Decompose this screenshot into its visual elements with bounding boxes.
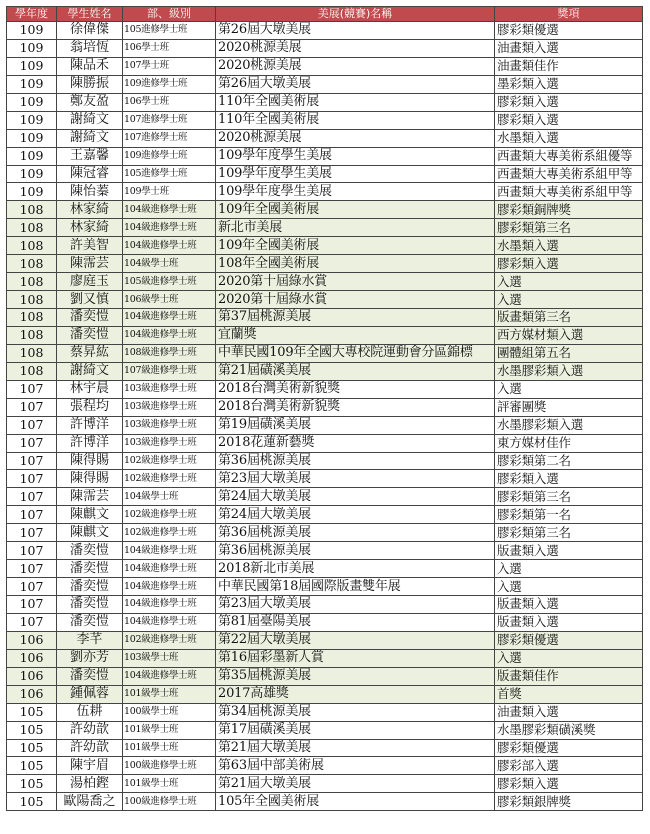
- cell-student-name: 伍耕: [57, 703, 123, 721]
- cell-award: 膠彩類入選: [495, 470, 643, 488]
- cell-exhibition-name: 2018新北市美展: [216, 560, 495, 578]
- cell-department-level: 108級進修學士班: [123, 344, 216, 362]
- cell-year: 108: [7, 273, 57, 291]
- cell-award: 西方媒材類入選: [495, 326, 643, 344]
- cell-department-level: 107級進修學士班: [123, 362, 216, 380]
- cell-department-level: 105進修學士班: [123, 22, 216, 40]
- cell-award: 膠彩部入選: [495, 757, 643, 775]
- cell-department-level: 107進修學士班: [123, 111, 216, 129]
- cell-year: 105: [7, 775, 57, 793]
- cell-student-name: 林家綺: [57, 201, 123, 219]
- cell-department-level: 104級進修學士班: [123, 237, 216, 255]
- cell-department-level: 100級進修學士班: [123, 793, 216, 811]
- cell-student-name: 林宇晨: [57, 380, 123, 398]
- cell-award: 入選: [495, 380, 643, 398]
- cell-student-name: 鍾佩蓉: [57, 685, 123, 703]
- cell-year: 108: [7, 255, 57, 273]
- cell-exhibition-name: 108年全國美術展: [216, 255, 495, 273]
- cell-student-name: 潘奕愷: [57, 560, 123, 578]
- cell-department-level: 104級進修學士班: [123, 201, 216, 219]
- cell-award: 團體組第五名: [495, 344, 643, 362]
- table-row: [7, 57, 643, 75]
- cell-student-name: 鄭友盈: [57, 93, 123, 111]
- cell-department-level: 101級學士班: [123, 685, 216, 703]
- table-row: [7, 596, 643, 614]
- table-row: [7, 111, 643, 129]
- cell-department-level: 104級進修學士班: [123, 578, 216, 596]
- cell-department-level: 102級進修學士班: [123, 470, 216, 488]
- cell-department-level: 104級學士班: [123, 488, 216, 506]
- cell-exhibition-name: 第24屆大墩美展: [216, 506, 495, 524]
- cell-student-name: 潘奕愷: [57, 309, 123, 327]
- cell-exhibition-name: 2020桃源美展: [216, 129, 495, 147]
- cell-exhibition-name: 第22屆大墩美展: [216, 631, 495, 649]
- cell-year: 107: [7, 506, 57, 524]
- cell-student-name: 張程均: [57, 398, 123, 416]
- cell-exhibition-name: 第35屆桃源美展: [216, 667, 495, 685]
- cell-year: 108: [7, 201, 57, 219]
- cell-award: 版畫類入選: [495, 596, 643, 614]
- cell-year: 108: [7, 344, 57, 362]
- table-row: [7, 201, 643, 219]
- cell-department-level: 109進修學士班: [123, 75, 216, 93]
- cell-award: 版畫類第三名: [495, 309, 643, 327]
- cell-year: 107: [7, 416, 57, 434]
- table-row: [7, 219, 643, 237]
- table-row: [7, 524, 643, 542]
- table-row: [7, 183, 643, 201]
- cell-department-level: 100級進修學士班: [123, 757, 216, 775]
- table-row: [7, 631, 643, 649]
- cell-student-name: 許美智: [57, 237, 123, 255]
- cell-department-level: 102級進修學士班: [123, 524, 216, 542]
- cell-student-name: 林家綺: [57, 219, 123, 237]
- header-year: 學年度: [7, 7, 57, 22]
- table-row: [7, 129, 643, 147]
- cell-student-name: 潘奕愷: [57, 613, 123, 631]
- table-row: [7, 326, 643, 344]
- cell-award: 油畫類入選: [495, 703, 643, 721]
- table-row: [7, 721, 643, 739]
- table-row: [7, 506, 643, 524]
- table-row: [7, 452, 643, 470]
- cell-award: 膠彩類優選: [495, 739, 643, 757]
- cell-exhibition-name: 2020第十屆綠水賞: [216, 291, 495, 309]
- cell-exhibition-name: 2020桃源美展: [216, 39, 495, 57]
- cell-department-level: 109學士班: [123, 183, 216, 201]
- table-row: [7, 93, 643, 111]
- cell-award: 墨彩類入選: [495, 75, 643, 93]
- table-row: [7, 470, 643, 488]
- table-row: [7, 416, 643, 434]
- cell-year: 106: [7, 685, 57, 703]
- cell-year: 106: [7, 667, 57, 685]
- cell-year: 108: [7, 362, 57, 380]
- cell-student-name: 謝綺文: [57, 111, 123, 129]
- cell-student-name: 許幼歆: [57, 739, 123, 757]
- cell-student-name: 潘奕愷: [57, 667, 123, 685]
- cell-year: 105: [7, 703, 57, 721]
- header-student-name: 學生姓名: [57, 7, 123, 22]
- cell-exhibition-name: 109學年度學生美展: [216, 147, 495, 165]
- cell-award: 西畫類大專美術系組甲等: [495, 183, 643, 201]
- cell-award: 首獎: [495, 685, 643, 703]
- table-row: [7, 775, 643, 793]
- cell-student-name: 潘奕愷: [57, 578, 123, 596]
- cell-student-name: 蔡昇紘: [57, 344, 123, 362]
- table-row: [7, 380, 643, 398]
- cell-year: 105: [7, 757, 57, 775]
- cell-exhibition-name: 2020桃源美展: [216, 57, 495, 75]
- cell-exhibition-name: 第23屆大墩美展: [216, 596, 495, 614]
- cell-award: 西畫類大專美術系組優等: [495, 147, 643, 165]
- cell-year: 108: [7, 326, 57, 344]
- cell-department-level: 103級學士班: [123, 649, 216, 667]
- cell-student-name: 許幼歆: [57, 721, 123, 739]
- cell-department-level: 103級進修學士班: [123, 398, 216, 416]
- cell-exhibition-name: 第36屆桃源美展: [216, 524, 495, 542]
- cell-exhibition-name: 第21屆磺溪美展: [216, 362, 495, 380]
- header-row: [7, 7, 643, 22]
- table-row: [7, 237, 643, 255]
- cell-exhibition-name: 宜蘭獎: [216, 326, 495, 344]
- cell-department-level: 104級進修學士班: [123, 560, 216, 578]
- cell-student-name: 潘奕愷: [57, 542, 123, 560]
- cell-student-name: 謝綺文: [57, 129, 123, 147]
- table-row: [7, 542, 643, 560]
- cell-year: 109: [7, 39, 57, 57]
- cell-department-level: 101級學士班: [123, 739, 216, 757]
- cell-student-name: 陳麒文: [57, 506, 123, 524]
- cell-student-name: 翁培恆: [57, 39, 123, 57]
- cell-exhibition-name: 第21屆大墩美展: [216, 739, 495, 757]
- cell-exhibition-name: 第37屆桃源美展: [216, 309, 495, 327]
- table-row: [7, 165, 643, 183]
- cell-year: 109: [7, 147, 57, 165]
- cell-award: 膠彩類入選: [495, 111, 643, 129]
- cell-year: 107: [7, 488, 57, 506]
- table-row: [7, 255, 643, 273]
- cell-year: 107: [7, 398, 57, 416]
- cell-department-level: 104級進修學士班: [123, 309, 216, 327]
- cell-award: 膠彩類入選: [495, 93, 643, 111]
- cell-year: 107: [7, 578, 57, 596]
- cell-exhibition-name: 2018台灣美術新貌獎: [216, 380, 495, 398]
- cell-award: 油畫類入選: [495, 39, 643, 57]
- cell-exhibition-name: 2017高雄獎: [216, 685, 495, 703]
- cell-year: 105: [7, 793, 57, 811]
- table-row: [7, 434, 643, 452]
- cell-department-level: 104級進修學士班: [123, 667, 216, 685]
- cell-award: 油畫類佳作: [495, 57, 643, 75]
- cell-exhibition-name: 110年全國美術展: [216, 93, 495, 111]
- cell-year: 109: [7, 165, 57, 183]
- cell-student-name: 潘奕愷: [57, 596, 123, 614]
- cell-exhibition-name: 中華民國109年全國大專校院運動會分區錦標: [216, 344, 495, 362]
- cell-exhibition-name: 109年全國美術展: [216, 237, 495, 255]
- cell-year: 107: [7, 560, 57, 578]
- cell-year: 107: [7, 470, 57, 488]
- cell-exhibition-name: 第63屆中部美術展: [216, 757, 495, 775]
- table-row: [7, 560, 643, 578]
- cell-department-level: 103級進修學士班: [123, 380, 216, 398]
- cell-exhibition-name: 第21屆大墩美展: [216, 775, 495, 793]
- cell-year: 109: [7, 93, 57, 111]
- cell-year: 107: [7, 613, 57, 631]
- cell-award: 版畫類入選: [495, 613, 643, 631]
- cell-exhibition-name: 第26屆大墩美展: [216, 22, 495, 40]
- cell-department-level: 104級進修學士班: [123, 596, 216, 614]
- table-row: [7, 757, 643, 775]
- cell-department-level: 104級進修學士班: [123, 219, 216, 237]
- cell-department-level: 104級進修學士班: [123, 542, 216, 560]
- cell-student-name: 陳麒文: [57, 524, 123, 542]
- cell-year: 109: [7, 22, 57, 40]
- cell-student-name: 陳霈芸: [57, 488, 123, 506]
- table-body: [7, 22, 643, 811]
- cell-student-name: 陳品禾: [57, 57, 123, 75]
- cell-student-name: 廖庭玉: [57, 273, 123, 291]
- cell-department-level: 106學士班: [123, 93, 216, 111]
- cell-year: 105: [7, 739, 57, 757]
- cell-department-level: 104級學士班: [123, 255, 216, 273]
- cell-award: 入選: [495, 291, 643, 309]
- table-row: [7, 398, 643, 416]
- cell-exhibition-name: 2020第十屆綠水賞: [216, 273, 495, 291]
- cell-exhibition-name: 第36屆桃源美展: [216, 452, 495, 470]
- cell-award: 膠彩類銀牌獎: [495, 793, 643, 811]
- cell-exhibition-name: 中華民國第18屆國際版畫雙年展: [216, 578, 495, 596]
- cell-department-level: 106級學士班: [123, 291, 216, 309]
- cell-award: 膠彩類優選: [495, 631, 643, 649]
- cell-student-name: 湯柏鏗: [57, 775, 123, 793]
- cell-department-level: 102級進修學士班: [123, 631, 216, 649]
- cell-student-name: 陳得賜: [57, 452, 123, 470]
- cell-year: 109: [7, 75, 57, 93]
- cell-exhibition-name: 2018花蓮新藝獎: [216, 434, 495, 452]
- cell-award: 水墨類入選: [495, 129, 643, 147]
- table-row: [7, 613, 643, 631]
- cell-department-level: 106學士班: [123, 39, 216, 57]
- cell-exhibition-name: 109學年度學生美展: [216, 165, 495, 183]
- cell-exhibition-name: 109年全國美術展: [216, 201, 495, 219]
- cell-student-name: 謝綺文: [57, 362, 123, 380]
- cell-student-name: 潘奕愷: [57, 326, 123, 344]
- cell-year: 107: [7, 524, 57, 542]
- cell-award: 入選: [495, 578, 643, 596]
- cell-department-level: 109進修學士班: [123, 147, 216, 165]
- cell-award: 水墨膠彩類入選: [495, 416, 643, 434]
- cell-award: 東方媒材佳作: [495, 434, 643, 452]
- cell-department-level: 101級學士班: [123, 721, 216, 739]
- cell-year: 109: [7, 183, 57, 201]
- cell-year: 107: [7, 542, 57, 560]
- cell-award: 評審團獎: [495, 398, 643, 416]
- cell-award: 膠彩類入選: [495, 255, 643, 273]
- table-row: [7, 793, 643, 811]
- cell-exhibition-name: 第26屆大墩美展: [216, 75, 495, 93]
- cell-department-level: 105進修學士班: [123, 165, 216, 183]
- table-row: [7, 649, 643, 667]
- cell-department-level: 107進修學士班: [123, 129, 216, 147]
- table-row: [7, 488, 643, 506]
- header-exhibition-name: 美展(競賽)名稱: [216, 7, 495, 22]
- table-row: [7, 22, 643, 40]
- cell-award: 入選: [495, 560, 643, 578]
- cell-student-name: 劉亦芳: [57, 649, 123, 667]
- table-row: [7, 291, 643, 309]
- cell-student-name: 劉又慎: [57, 291, 123, 309]
- table-row: [7, 739, 643, 757]
- cell-year: 107: [7, 596, 57, 614]
- cell-award: 入選: [495, 649, 643, 667]
- cell-exhibition-name: 109學年度學生美展: [216, 183, 495, 201]
- cell-department-level: 103級進修學士班: [123, 434, 216, 452]
- cell-exhibition-name: 2018台灣美術新貌獎: [216, 398, 495, 416]
- cell-award: 膠彩類銅牌獎: [495, 201, 643, 219]
- cell-student-name: 歐陽喬之: [57, 793, 123, 811]
- header-award: 獎項: [495, 7, 643, 22]
- cell-award: 版畫類佳作: [495, 667, 643, 685]
- cell-exhibition-name: 第23屆大墩美展: [216, 470, 495, 488]
- cell-department-level: 107學士班: [123, 57, 216, 75]
- cell-student-name: 徐偉傑: [57, 22, 123, 40]
- cell-year: 107: [7, 452, 57, 470]
- cell-department-level: 102級進修學士班: [123, 452, 216, 470]
- cell-exhibition-name: 第16屆彩墨新人賞: [216, 649, 495, 667]
- cell-award: 西畫類大專美術系組甲等: [495, 165, 643, 183]
- cell-year: 108: [7, 309, 57, 327]
- cell-year: 106: [7, 631, 57, 649]
- table-row: [7, 578, 643, 596]
- cell-award: 膠彩類第一名: [495, 506, 643, 524]
- cell-exhibition-name: 第19屆磺溪美展: [216, 416, 495, 434]
- cell-exhibition-name: 第17屆磺溪美展: [216, 721, 495, 739]
- cell-student-name: 陳宇眉: [57, 757, 123, 775]
- table-row: [7, 75, 643, 93]
- cell-department-level: 100級學士班: [123, 703, 216, 721]
- cell-exhibition-name: 第36屆桃源美展: [216, 542, 495, 560]
- table-row: [7, 147, 643, 165]
- table-row: [7, 667, 643, 685]
- cell-student-name: 陳得賜: [57, 470, 123, 488]
- cell-year: 109: [7, 111, 57, 129]
- cell-student-name: 許博洋: [57, 434, 123, 452]
- cell-year: 107: [7, 380, 57, 398]
- cell-award: 膠彩類第三名: [495, 488, 643, 506]
- cell-award: 膠彩類入選: [495, 775, 643, 793]
- cell-year: 109: [7, 129, 57, 147]
- cell-year: 108: [7, 237, 57, 255]
- table-row: [7, 39, 643, 57]
- cell-exhibition-name: 110年全國美術展: [216, 111, 495, 129]
- cell-student-name: 許博洋: [57, 416, 123, 434]
- table-row: [7, 362, 643, 380]
- cell-exhibition-name: 105年全國美術展: [216, 793, 495, 811]
- table-row: [7, 685, 643, 703]
- cell-year: 108: [7, 219, 57, 237]
- cell-award: 膠彩類優選: [495, 22, 643, 40]
- cell-student-name: 陳怡蓁: [57, 183, 123, 201]
- cell-department-level: 101級學士班: [123, 775, 216, 793]
- cell-award: 版畫類入選: [495, 542, 643, 560]
- cell-exhibition-name: 第24屆大墩美展: [216, 488, 495, 506]
- table-row: [7, 273, 643, 291]
- cell-department-level: 105級進修學士班: [123, 273, 216, 291]
- cell-student-name: 李芊: [57, 631, 123, 649]
- cell-award: 入選: [495, 273, 643, 291]
- table-row: [7, 703, 643, 721]
- cell-award: 膠彩類第三名: [495, 524, 643, 542]
- cell-year: 107: [7, 434, 57, 452]
- table-row: [7, 344, 643, 362]
- awards-table: [6, 6, 643, 811]
- cell-year: 105: [7, 721, 57, 739]
- cell-student-name: 陳霈芸: [57, 255, 123, 273]
- cell-year: 106: [7, 649, 57, 667]
- cell-exhibition-name: 新北市美展: [216, 219, 495, 237]
- cell-department-level: 103級進修學士班: [123, 416, 216, 434]
- cell-student-name: 陳勝振: [57, 75, 123, 93]
- header-department-level: 部、級別: [123, 7, 216, 22]
- cell-department-level: 102級進修學士班: [123, 506, 216, 524]
- cell-award: 水墨類入選: [495, 237, 643, 255]
- cell-year: 109: [7, 57, 57, 75]
- cell-department-level: 104級進修學士班: [123, 613, 216, 631]
- cell-award: 膠彩類第二名: [495, 452, 643, 470]
- cell-exhibition-name: 第81屆臺陽美展: [216, 613, 495, 631]
- cell-department-level: 104級進修學士班: [123, 326, 216, 344]
- cell-award: 膠彩類第三名: [495, 219, 643, 237]
- cell-award: 水墨膠彩類磺溪獎: [495, 721, 643, 739]
- cell-student-name: 陳冠睿: [57, 165, 123, 183]
- cell-year: 108: [7, 291, 57, 309]
- cell-award: 水墨膠彩類入選: [495, 362, 643, 380]
- cell-exhibition-name: 第34屆桃源美展: [216, 703, 495, 721]
- table-row: [7, 309, 643, 327]
- cell-student-name: 王嘉馨: [57, 147, 123, 165]
